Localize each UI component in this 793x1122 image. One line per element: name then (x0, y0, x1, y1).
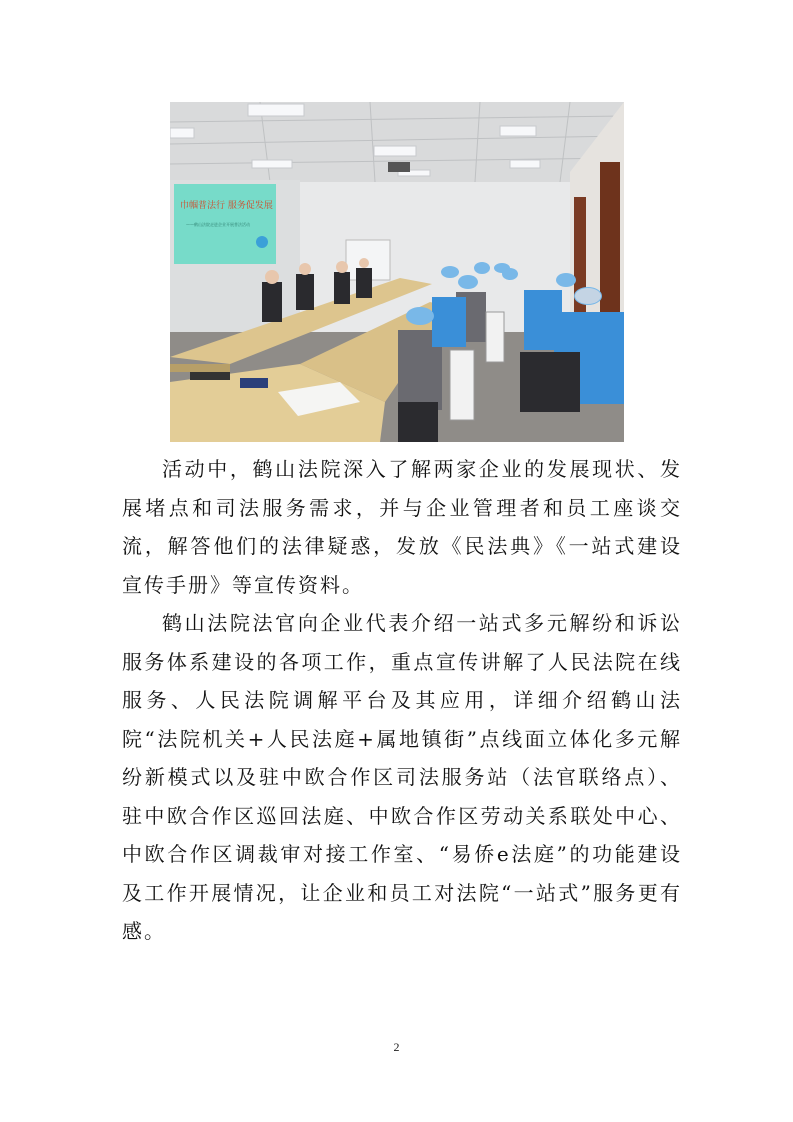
screen-subtitle: ——鹤山法院走进企业开展普法活动 (186, 222, 250, 227)
screen-title: 巾帼普法行 服务促发展 (180, 201, 273, 211)
page-number: 2 (393, 1040, 400, 1054)
article-body (122, 450, 682, 951)
meeting-photo (170, 102, 624, 442)
paragraph-2: 鹤山法院法官向企业代表介绍一站式多元解纷和诉讼服务体系建设的各项工作，重点宣传讲解了人民法院在线服务、人民法院调解平台及其应用，详细介绍鹤山法院“法院机关+人民法庭+属地镇街”点线面立体化多元解纷新模式以及驻中欧合作区司法服务站（法官联络点）、驻中欧合作区巡回法庭、中欧合作区劳动关系联处中心、中欧合作区调裁审对接工作室、“易侨e法庭”的功能建设及工作开展情况，让企业和员工对法院“一站式”服务更有感。 (122, 611, 682, 943)
paragraph-1: 活动中，鹤山法院深入了解两家企业的发展现状、发展堵点和司法服务需求，并与企业管理者和员工座谈交流，解答他们的法律疑惑，发放《民法典》《一站式建设宣传手册》等宣传资料。 (122, 457, 682, 597)
